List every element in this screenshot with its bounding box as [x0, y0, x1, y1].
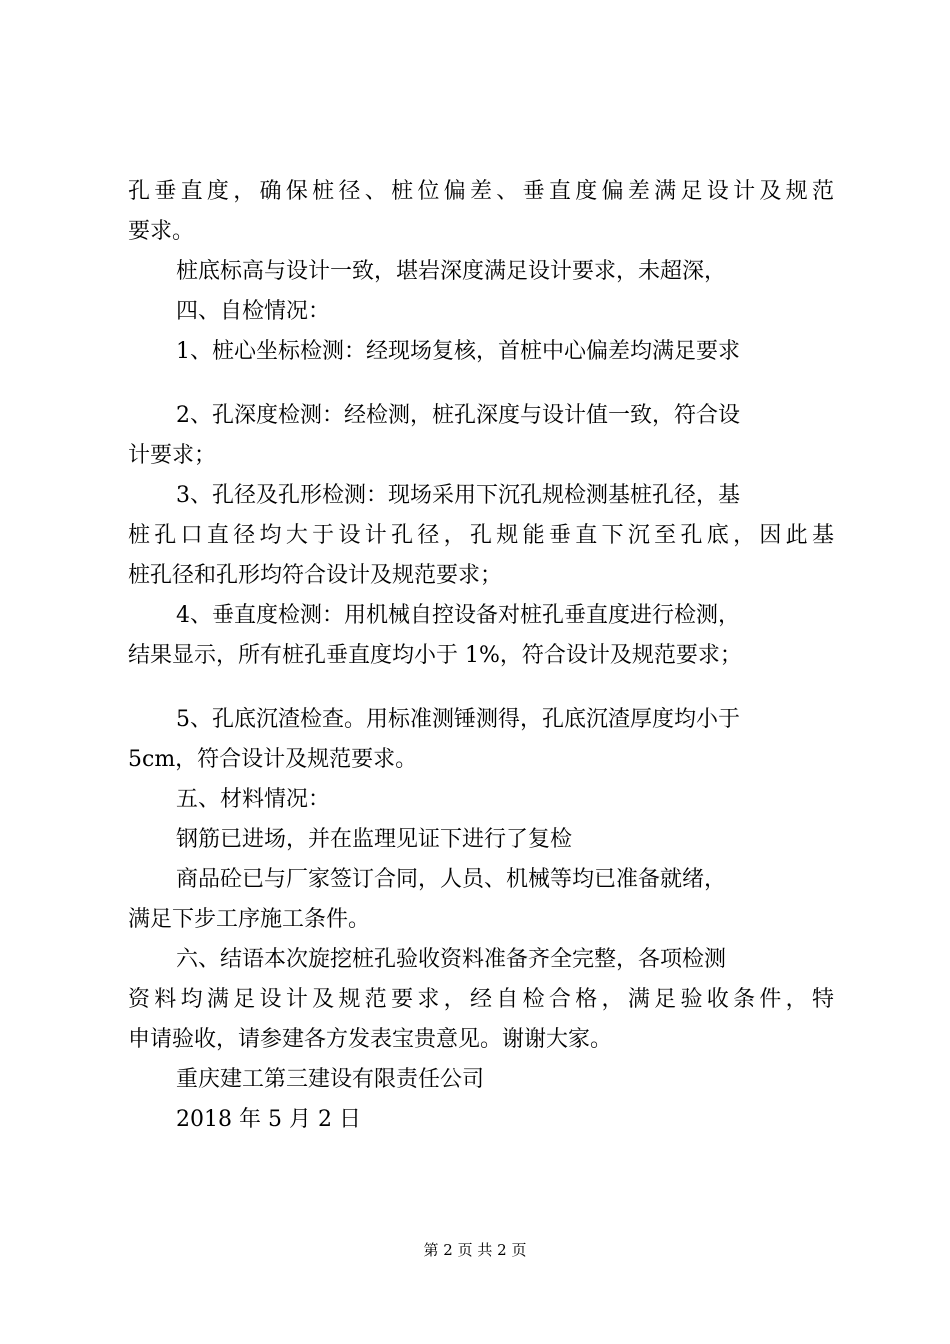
company-signature: 重庆建工第三建设有限责任公司 — [176, 1067, 485, 1092]
text-line: 2、孔深度检测：经检测，桩孔深度与设计值一致，符合设 — [176, 403, 740, 428]
text-line: 计要求； — [128, 443, 217, 468]
text-line: 5、孔底沉渣检查。用标准测锤测得，孔底沉渣厚度均小于 — [176, 707, 740, 732]
text-line: 六、结语本次旋挖桩孔验收资料准备齐全完整，各项检测 — [176, 947, 727, 972]
text-line: 1、桩心坐标检测：经现场复核，首桩中心偏差均满足要求 — [176, 339, 740, 364]
section-heading: 四、自检情况： — [176, 299, 331, 324]
text-line: 商品砼已与厂家签订合同，人员、机械等均已准备就绪， — [176, 867, 727, 892]
text-line: 5cm，符合设计及规范要求。 — [128, 747, 418, 772]
document-date: 2018 年 5 月 2 日 — [176, 1107, 361, 1132]
text-line: 桩孔径和孔形均符合设计及规范要求； — [128, 563, 503, 588]
text-line: 资料均满足设计及规范要求，经自检合格，满足验收条件，特 — [128, 987, 834, 1012]
document-body — [128, 172, 834, 1140]
text-line: 结果显示，所有桩孔垂直度均小于 1%，符合设计及规范要求； — [128, 643, 742, 668]
blank-gap — [128, 372, 834, 396]
text-line: 4、垂直度检测：用机械自控设备对桩孔垂直度进行检测， — [176, 603, 740, 628]
section-heading: 五、材料情况： — [176, 787, 331, 812]
blank-gap — [128, 676, 834, 700]
text-line: 钢筋已进场，并在监理见证下进行了复检 — [176, 827, 573, 852]
text-line: 3、孔径及孔形检测：现场采用下沉孔规检测基桩孔径，基 — [176, 483, 740, 508]
text-line: 桩底标高与设计一致，堪岩深度满足设计要求，未超深， — [176, 259, 727, 284]
text-line: 满足下步工序施工条件。 — [128, 907, 371, 932]
text-line: 申请验收，请参建各方发表宝贵意见。谢谢大家。 — [128, 1027, 613, 1052]
text-line: 要求。 — [128, 219, 195, 244]
page-number-footer: 第 2 页 共 2 页 — [423, 1241, 527, 1259]
text-line: 桩孔口直径均大于设计孔径，孔规能垂直下沉至孔底，因此基 — [128, 523, 834, 548]
text-line: 孔垂直度，确保桩径、桩位偏差、垂直度偏差满足设计及规范 — [128, 179, 834, 204]
